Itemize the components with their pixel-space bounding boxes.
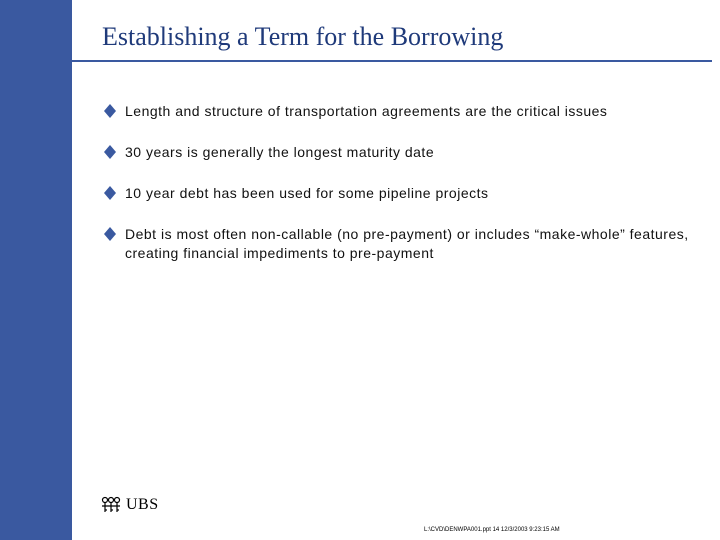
logo-wordmark: UBS — [126, 496, 159, 513]
ubs-logo — [100, 496, 159, 514]
slide-title: Establishing a Term for the Borrowing — [102, 22, 504, 51]
diamond-bullet-icon — [103, 145, 117, 159]
bullet-text: 10 year debt has been used for some pipeline projects — [125, 185, 489, 201]
bullet-item — [103, 143, 693, 162]
bullet-text: Length and structure of transportation agreements are the critical issues — [125, 103, 608, 119]
diamond-bullet-icon — [103, 227, 117, 241]
bullet-item — [103, 102, 693, 121]
bullet-item — [103, 184, 693, 203]
diamond-bullet-icon — [103, 104, 117, 118]
diamond-bullet-icon — [103, 186, 117, 200]
bullet-list — [103, 102, 693, 285]
bullet-text: 30 years is generally the longest maturity date — [125, 144, 435, 160]
bullet-text: Debt is most often non-callable (no pre-payment) or includes “make-whole” features, creating financial impediments to pre-payment — [125, 226, 689, 261]
bullet-item — [103, 225, 693, 263]
title-divider — [24, 60, 712, 62]
left-sidebar-band — [0, 0, 72, 540]
keys-emblem-icon — [100, 496, 122, 514]
footer-file-reference: L:\CVD\DENWPA001.ppt 14 12/3/2003 9:23:15 AM — [424, 527, 560, 533]
